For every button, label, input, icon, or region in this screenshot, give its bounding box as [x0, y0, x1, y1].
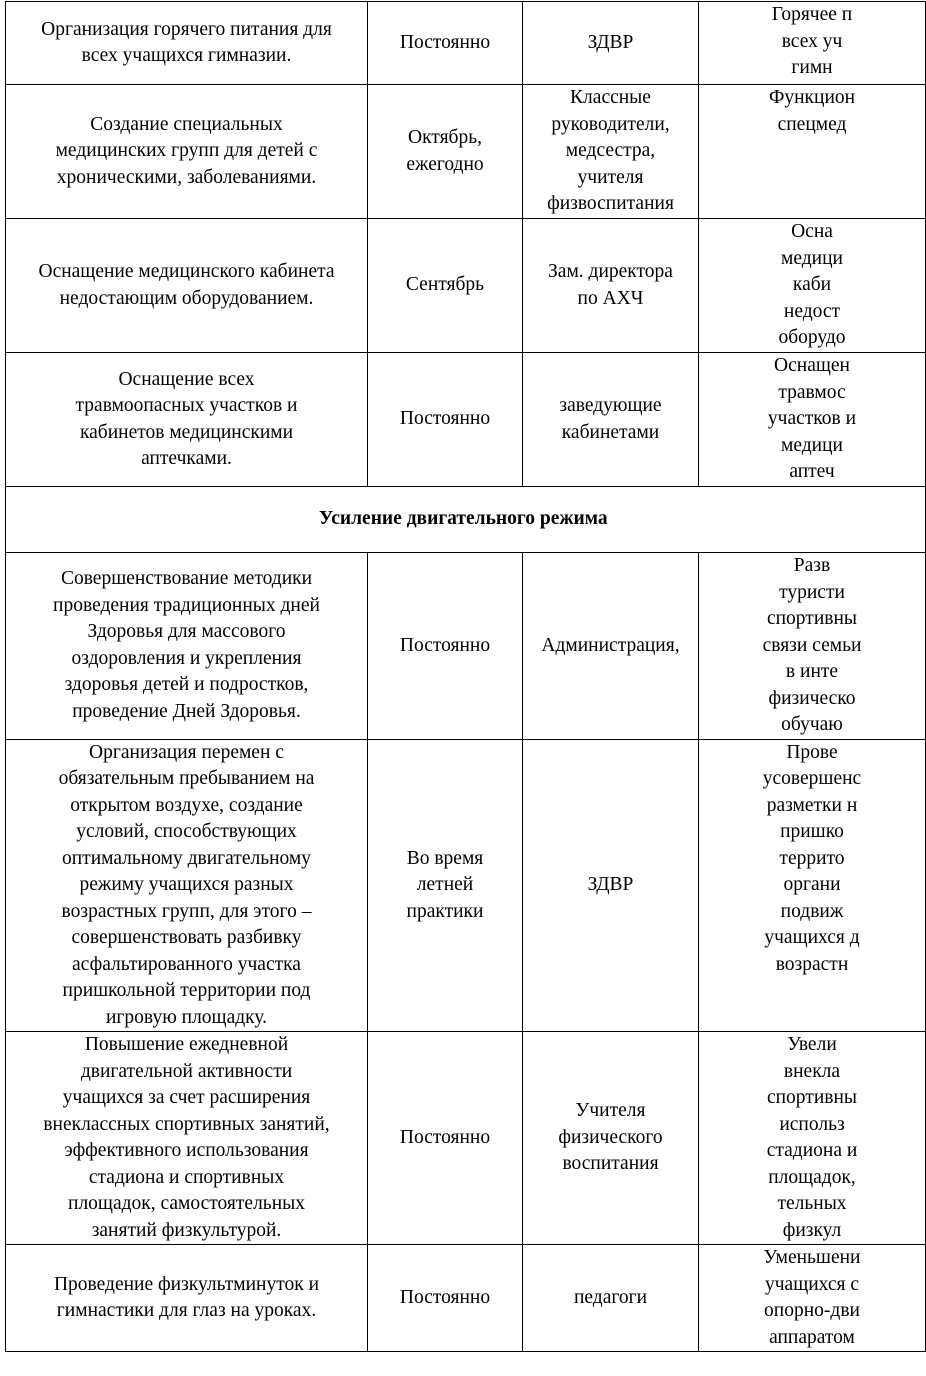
cell-line: аптеч	[789, 461, 835, 482]
activity-cell	[6, 1032, 368, 1245]
cell-line: возрастных групп, для этого –	[61, 900, 312, 922]
cell-line: Совершенствование методики	[60, 568, 313, 590]
result-cell	[699, 1032, 926, 1245]
cell-line: медсестра,	[565, 140, 656, 162]
cell-line: Разв	[793, 555, 831, 576]
section-row	[6, 487, 926, 553]
cell-line: Уменьшени	[763, 1247, 861, 1268]
cell-line: недостающим оборудованием.	[59, 287, 314, 309]
cell-line: участков и	[767, 408, 857, 429]
cell-line: Оснащение медицинского кабинета	[38, 261, 335, 282]
cell-line: Повышение ежедневной	[84, 1034, 289, 1055]
cell-line: стадиона и	[766, 1140, 858, 1161]
cell-line: ЗДВР	[587, 31, 634, 53]
activity-cell	[6, 1245, 368, 1352]
section-title-cell	[6, 487, 926, 553]
result-cell	[699, 85, 926, 219]
cell-line: подвиж	[780, 900, 844, 922]
cell-line: травмоопасных участков и	[75, 395, 298, 416]
cell-line: физвоспитания	[547, 193, 674, 215]
table-body	[6, 2, 926, 1352]
cell-line: тельных	[777, 1193, 847, 1214]
cell-line: проведение Дней Здоровья.	[72, 700, 301, 722]
cell-line: возрастн	[775, 953, 849, 975]
cell-line: площадок,	[768, 1166, 856, 1188]
table-row	[6, 2, 926, 85]
cell-line: каби	[792, 274, 832, 295]
responsible-cell	[523, 739, 699, 1032]
cell-line: Осна	[791, 221, 833, 242]
cell-line: аптечками.	[141, 448, 232, 469]
cell-line: обязательным пребыванием на	[58, 768, 315, 789]
result-cell	[699, 353, 926, 487]
cell-line: Постоянно	[399, 1126, 491, 1148]
term-cell	[368, 553, 523, 740]
responsible-cell	[523, 2, 699, 85]
cell-line: гимн	[791, 57, 833, 78]
cell-line: практики	[406, 900, 484, 922]
cell-line: органи	[783, 874, 841, 895]
cell-line: летней	[416, 874, 474, 895]
result-cell	[699, 219, 926, 353]
cell-line: асфальтированного участка	[72, 953, 301, 975]
cell-line: оптимальному двигательному	[62, 847, 311, 869]
cell-line: Организация горячего питания для	[41, 18, 332, 40]
responsible-cell	[523, 1245, 699, 1352]
cell-line: занятий физкультурой.	[91, 1219, 282, 1241]
table-row	[6, 219, 926, 353]
cell-line: двигательной активности	[80, 1060, 293, 1082]
cell-line: Сентябрь	[405, 274, 485, 296]
term-cell	[368, 739, 523, 1032]
cell-line: физического	[558, 1126, 663, 1148]
cell-line: Зам. директора	[548, 261, 673, 282]
cell-line: заведующие	[559, 395, 662, 416]
cell-line: Создание специальных	[90, 113, 283, 135]
cell-line: физкул	[782, 1219, 842, 1241]
result-cell	[699, 553, 926, 740]
cell-line: обучаю	[781, 714, 843, 735]
cell-line: Постоянно	[399, 408, 491, 430]
cell-line: травмос	[778, 381, 846, 403]
term-cell	[368, 353, 523, 487]
cell-line: Организация перемен с	[89, 741, 284, 763]
term-cell	[368, 85, 523, 219]
cell-line: внеклассных спортивных занятий,	[43, 1113, 330, 1135]
cell-line: Горячее п	[771, 4, 853, 25]
cell-line: учащихся с	[764, 1273, 859, 1295]
cell-line: связи семьи	[762, 634, 862, 656]
cell-line: разметки н	[766, 794, 858, 816]
cell-line: кабинетами	[561, 421, 660, 443]
cell-line: руководители,	[551, 113, 670, 135]
cell-line: аппаратом	[769, 1326, 855, 1348]
table-row	[6, 353, 926, 487]
cell-line: Функцион	[768, 87, 856, 108]
cell-line: стадиона и спортивных	[88, 1166, 285, 1188]
result-cell	[699, 1245, 926, 1352]
cell-line: Постоянно	[399, 1286, 491, 1308]
responsible-cell	[523, 553, 699, 740]
cell-line: условий, способствующих	[76, 821, 297, 842]
cell-line: Оснащен	[774, 355, 850, 376]
result-cell	[699, 2, 926, 85]
term-cell	[368, 2, 523, 85]
cell-line: Октябрь,	[408, 127, 482, 148]
activity-cell	[6, 353, 368, 487]
cell-line: Классные	[570, 87, 651, 109]
term-cell	[368, 1032, 523, 1245]
cell-line: открытом воздухе, создание	[70, 794, 303, 816]
cell-line: педагоги	[573, 1286, 648, 1308]
health-plan-table	[5, 1, 926, 1352]
cell-line: учителя	[577, 166, 644, 188]
cell-line: Учителя	[575, 1100, 646, 1122]
cell-line: Во время	[406, 847, 484, 869]
cell-line: Постоянно	[399, 634, 491, 656]
cell-line: медици	[781, 434, 843, 456]
cell-line: площадок, самостоятельных	[68, 1193, 305, 1214]
cell-line: медици	[781, 247, 843, 269]
cell-line: Увели	[787, 1034, 837, 1055]
cell-line: оборудо	[778, 327, 846, 348]
cell-line: по АХЧ	[577, 287, 644, 309]
cell-line: опорно-дви	[764, 1300, 860, 1321]
cell-line: Проведение физкультминуток и	[53, 1273, 320, 1295]
cell-line: здоровья детей и подростков,	[64, 674, 309, 696]
cell-line: Администрация,	[541, 634, 680, 656]
cell-line: всех учащихся гимназии.	[81, 45, 292, 66]
cell-line: спецмед	[777, 113, 847, 135]
table-row	[6, 739, 926, 1032]
activity-cell	[6, 553, 368, 740]
cell-line: всех уч	[781, 30, 843, 52]
cell-line: оздоровления и укрепления	[71, 647, 302, 669]
cell-line: режиму учащихся разных	[79, 874, 294, 895]
responsible-cell	[523, 85, 699, 219]
cell-line: в инте	[785, 661, 839, 682]
cell-line: ежегодно	[406, 153, 484, 175]
activity-cell	[6, 2, 368, 85]
responsible-cell	[523, 219, 699, 353]
cell-line: Здоровья для массового	[87, 621, 286, 643]
cell-line: Оснащение всех	[118, 368, 255, 390]
cell-line: воспитания	[562, 1153, 659, 1175]
cell-line: физическо	[768, 687, 856, 709]
result-cell	[699, 739, 926, 1032]
cell-line: пришкольной территории под	[62, 980, 311, 1001]
cell-line: усовершенс	[762, 768, 862, 789]
cell-line: спортивны	[766, 608, 858, 629]
cell-line: игровую площадку.	[105, 1006, 268, 1028]
cell-line: пришко	[780, 821, 844, 842]
activity-cell	[6, 219, 368, 353]
cell-line: внекла	[783, 1060, 841, 1082]
table-row	[6, 553, 926, 740]
cell-line: кабинетов медицинскими	[79, 421, 294, 443]
cell-line: Постоянно	[399, 31, 491, 53]
cell-line: ЗДВР	[587, 874, 634, 895]
responsible-cell	[523, 1032, 699, 1245]
table-row	[6, 1245, 926, 1352]
table-row	[6, 1032, 926, 1245]
cell-line: Прове	[786, 741, 838, 763]
cell-line: эффективного использования	[64, 1140, 309, 1161]
cell-line: гимнастики для глаз на уроках.	[56, 1300, 317, 1321]
cell-line: хроническими, заболеваниями.	[56, 166, 317, 188]
cell-line: учащихся за счет расширения	[62, 1087, 311, 1108]
activity-cell	[6, 85, 368, 219]
cell-line: туристи	[779, 581, 845, 603]
cell-line: спортивны	[766, 1087, 858, 1108]
cell-line: недост	[783, 300, 841, 322]
activity-cell	[6, 739, 368, 1032]
term-cell	[368, 219, 523, 353]
term-cell	[368, 1245, 523, 1352]
cell-line: совершенствовать разбивку	[71, 927, 302, 948]
cell-line: медицинских групп для детей с	[55, 140, 318, 162]
responsible-cell	[523, 353, 699, 487]
cell-line: использ	[779, 1113, 845, 1135]
section-title: Усиление двигательного режима	[319, 508, 608, 530]
cell-line: проведения традиционных дней	[53, 594, 320, 616]
cell-line: террито	[779, 847, 845, 869]
table-row	[6, 85, 926, 219]
cell-line: учащихся д	[764, 927, 860, 948]
